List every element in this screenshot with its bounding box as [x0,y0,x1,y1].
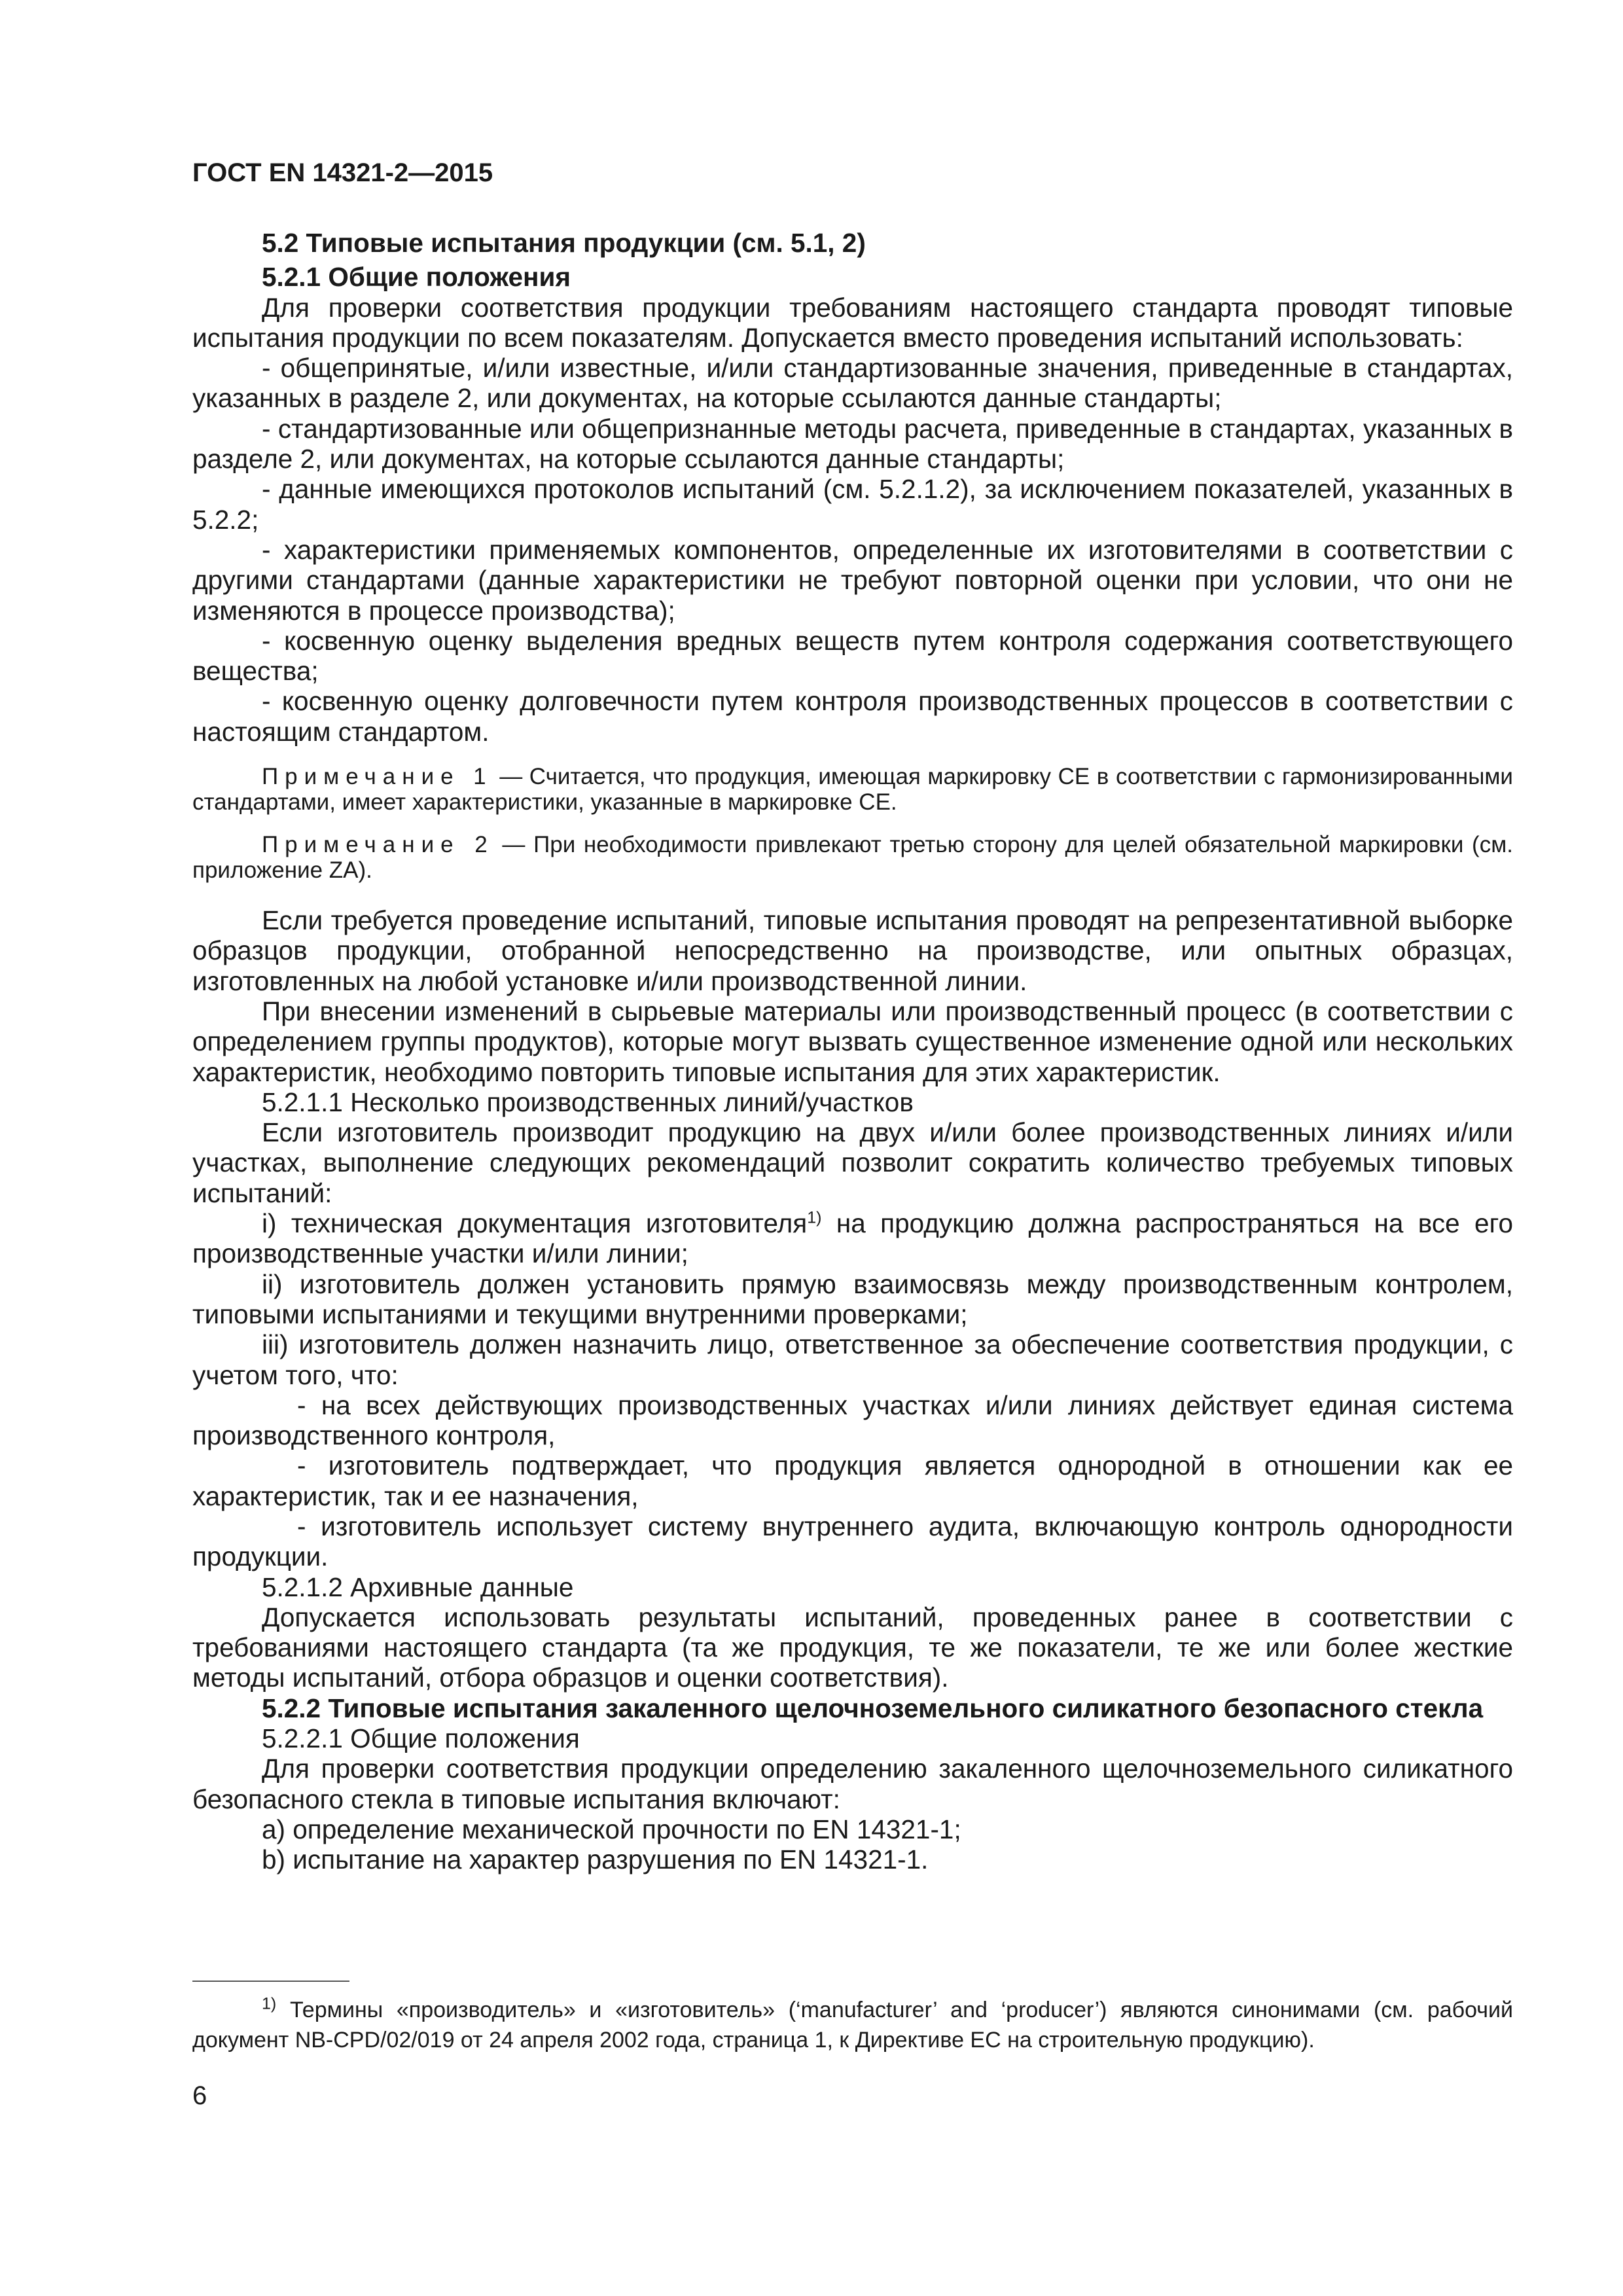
sub-list-item: - изготовитель подтверждает, что продукция является однородной в отношении как ее характеристик, так и ее назначения, [192,1450,1513,1511]
list-item: - косвенную оценку долговечности путем контроля производственных процессов в соответствии с настоящим стандартом. [192,686,1513,747]
clause-5-2-2-1-title: 5.2.2.1 Общие положения [262,1723,580,1754]
note-label: Примечание 1 [262,764,493,790]
sub-list-item: - на всех действующих производственных участках и/или линиях действует единая система производственного контроля, [192,1390,1513,1451]
note-2 [192,832,1513,883]
section-heading-5-2: 5.2 Типовые испытания продукции (см. 5.1, 2) [262,228,866,258]
note-1 [192,764,1513,815]
sub-list-item: - изготовитель использует систему внутреннего аудита, включающую контроль однородности продукции. [192,1511,1513,1572]
footnote-reference[interactable]: 1) [807,1208,822,1227]
list-item: - косвенную оценку выделения вредных веществ путем контроля содержания соответствующего вещества; [192,625,1513,687]
note-text: — Считается, что продукция, имеющая маркировку CE в соответствии с гармонизированными стандартами, имеет характеристики, указанные в маркировке CE. [192,764,1513,816]
standard-header: ГОСТ EN 14321-2—2015 [192,158,493,187]
roman-item-i [192,1208,1513,1269]
roman-item-iii: iii) изготовитель должен назначить лицо, ответственное за обеспечение соответствия продукции, с учетом того, что: [192,1329,1513,1390]
main-content [192,228,1513,1875]
footnote-text: Термины «производитель» и «изготовитель» (‘manufacturer’ and ‘producer’) являются синонимами (см. рабочий документ NB-CPD/02/019 от 24 апреля 2002 года, страница 1, к Директиве ЕС на строительную продукцию). [192,1998,1513,2053]
clause-5-2-1-2-title: 5.2.1.2 Архивные данные [262,1571,574,1602]
item-a: a) определение механической прочности по EN 14321-1; [262,1814,961,1844]
clause-5-2-1-1-title: 5.2.1.1 Несколько производственных линий/участков [262,1086,914,1117]
note-text: — При необходимости привлекают третью сторону для целей обязательной маркировки (см. приложение ZA). [192,832,1513,884]
roman-item-i-text: i) техническая документация изготовителя [262,1208,808,1239]
sampling-paragraph: Если требуется проведение испытаний, типовые испытания проводят на репрезентативной выборке образцов продукции, отобранной непосредственно на производстве, или опытных образцах, изготовленных на любой установке и/или производственной линии. [192,905,1513,996]
clause-5-2-2-1-text: Для проверки соответствия продукции определению закаленного щелочноземельного силикатного безопасного стекла в типовые испытания включают: [192,1753,1513,1814]
roman-item-ii: ii) изготовитель должен установить прямую взаимосвязь между производственным контролем, типовыми испытаниями и текущими внутренними проверками; [192,1268,1513,1329]
changes-paragraph: При внесении изменений в сырьевые материалы или производственный процесс (в соответствии с определением группы продуктов), которые могут вызвать существенное изменение одной или нескольких характеристик, необходимо повторить типовые испытания для этих характеристик. [192,996,1513,1087]
footnote-mark: 1) [262,1994,277,2013]
list-item: - общепринятые, и/или известные, и/или стандартизованные значения, приведенные в стандартах, указанных в разделе 2, или документах, на которые ссылаются данные стандарты; [192,353,1513,414]
clause-5-2-1-1-text: Если изготовитель производит продукцию на двух и/или более производственных линиях и/или участках, выполнение следующих рекомендаций позволит сократить количество требуемых типовых испытаний: [192,1117,1513,1208]
roman-item-i-rest: на продукцию должна распространяться на все его производственные участки и/или линии; [192,1208,1513,1269]
intro-paragraph: Для проверки соответствия продукции требованиям настоящего стандарта проводят типовые испытания продукции по всем показателям. Допускается вместо проведения испытаний использовать: [192,292,1513,353]
footnote-divider [192,1981,349,1982]
page-number: 6 [192,2081,207,2110]
subsection-heading-5-2-2: 5.2.2 Типовые испытания закаленного щелочноземельного силикатного безопасного стекла [262,1693,1484,1723]
subsection-heading-5-2-1: 5.2.1 Общие положения [262,262,571,293]
item-b: b) испытание на характер разрушения по EN 14321-1. [262,1844,929,1875]
clause-5-2-1-2-text: Допускается использовать результаты испытаний, проведенных ранее в соответствии с требованиями настоящего стандарта (та же продукция, те же показатели, те же или более жесткие методы испытаний, отбора образцов и оценки соответствия). [192,1602,1513,1693]
footnote [192,1995,1513,2055]
note-label: Примечание 2 [262,832,494,858]
list-item: - характеристики применяемых компонентов, определенные их изготовителями в соответствии с другими стандартами (данные характеристики не требуют повторной оценки при условии, что они не изменяются в процессе производства); [192,534,1513,626]
list-item: - данные имеющихся протоколов испытаний (см. 5.2.1.2), за исключением показателей, указанных в 5.2.2; [192,474,1513,535]
list-item: - стандартизованные или общепризнанные методы расчета, приведенные в стандартах, указанных в разделе 2, или документах, на которые ссылаются данные стандарты; [192,413,1513,475]
